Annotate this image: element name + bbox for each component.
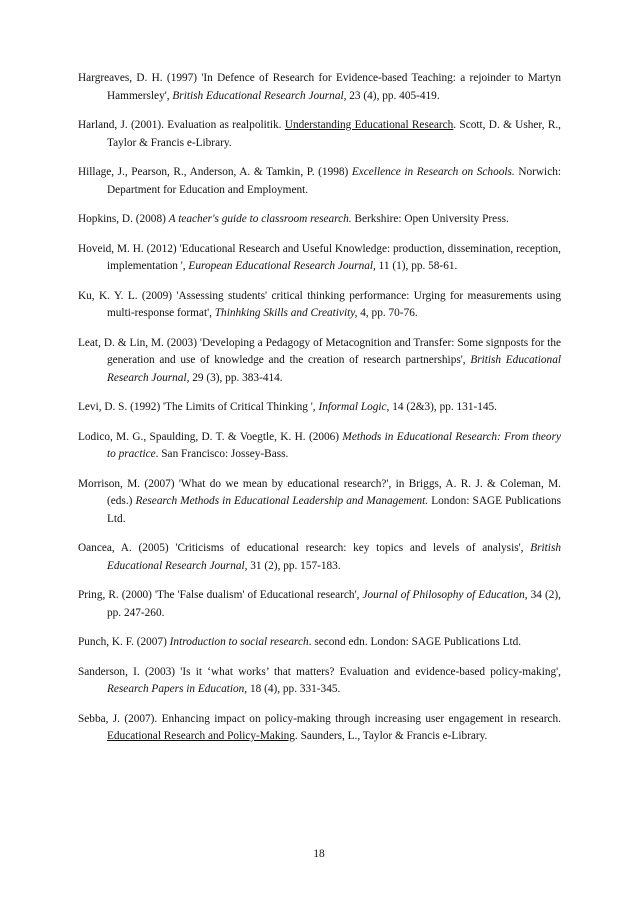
reference-text: 18 (4), pp. 331-345. [247, 683, 341, 695]
reference-text: . Saunders, L., Taylor & Francis e-Library. [294, 730, 488, 742]
reference-source-title: Research Papers in Education, [107, 683, 248, 695]
reference-entry [78, 288, 561, 323]
reference-text: London: SAGE Publications Ltd. [107, 495, 561, 525]
reference-source-title: British Educational Research Journal, [107, 542, 561, 572]
reference-source-title: Excellence in Research on Schools. [351, 166, 515, 178]
reference-source-title: British Educational Research Journal, [107, 354, 561, 384]
reference-entry [78, 164, 561, 199]
reference-text: Norwich: Department for Education and Employment. [107, 166, 561, 196]
reference-entry [78, 117, 561, 152]
reference-text: Oancea, A. (2005) 'Criticisms of educational research: key topics and levels of analysis', [78, 542, 531, 554]
reference-text: Pring, R. (2000) 'The 'False dualism' of Educational research', [78, 589, 363, 601]
reference-text: . San Francisco: Jossey-Bass. [155, 448, 289, 460]
reference-text: Harland, J. (2001). Evaluation as realpolitik. [78, 119, 285, 131]
reference-text: Levi, D. S. (1992) 'The Limits of Critical Thinking ', [78, 401, 319, 413]
reference-source-title: A teacher's guide to classroom research. [168, 213, 352, 225]
reference-entry [78, 476, 561, 529]
page-number: 18 [313, 848, 325, 860]
reference-text: Hargreaves, D. H. (1997) 'In Defence of Research for Evidence-based Teaching: a rejoinder to Martyn Hammersley', [78, 72, 561, 102]
reference-text: Hoveid, M. H. (2012) 'Educational Research and Useful Knowledge: production, dissemination, reception, implementation ', [78, 242, 561, 272]
reference-entry [78, 241, 561, 276]
reference-entry [78, 429, 561, 464]
reference-text: 23 (4), pp. 405-419. [346, 89, 440, 102]
reference-source-title: Thinhking Skills and Creativity, [214, 307, 358, 319]
reference-source-title: British Educational Research Journal, [172, 89, 347, 102]
reference-entry [78, 587, 561, 622]
reference-entry [78, 211, 561, 229]
reference-source-title: Journal of Philosophy of Education [362, 589, 525, 601]
reference-entry [78, 634, 561, 652]
reference-entry [78, 540, 561, 575]
reference-text: Punch, K. F. (2007) [78, 636, 170, 648]
reference-text: 31 (2), pp. 157-183. [247, 559, 341, 572]
reference-source-title: Introduction to social research [169, 636, 309, 648]
reference-book-title: Understanding Educational Research [284, 119, 454, 131]
reference-entry [78, 399, 561, 417]
reference-text: Ku, K. Y. L. (2009) 'Assessing students' critical thinking performance: Urging for measurements using multi-response format', [78, 289, 561, 319]
reference-text: Leat, D. & Lin, M. (2003) 'Developing a Pedagogy of Metacognition and Transfer: Some signposts for the generation and use of knowledge and the creation of research partnerships', [78, 336, 561, 366]
reference-text: . Scott, D. & Usher, R., Taylor & Francis e-Library. [107, 119, 562, 149]
reference-source-title: Research Methods in Educational Leadership and Management. [135, 495, 429, 507]
reference-text: 11 (1), pp. 58-61. [375, 260, 458, 272]
reference-text: Sanderson, I. (2003) 'Is it ‘what works’ that matters? Evaluation and evidence-based policy-making', [78, 665, 561, 678]
reference-source-title: European Educational Research Journal, [188, 260, 376, 272]
reference-source-title: Methods in Educational Research: From theory to practice [107, 430, 561, 460]
reference-list [78, 70, 561, 758]
reference-entry [78, 70, 561, 105]
reference-entry [78, 664, 561, 699]
reference-text: Hillage, J., Pearson, R., Anderson, A. & Tamkin, P. (1998) [78, 166, 352, 178]
reference-entry [78, 711, 561, 746]
reference-source-title: Informal Logic, [318, 401, 390, 413]
reference-entry [78, 335, 561, 388]
reference-text: . second edn. London: SAGE Publications Ltd. [308, 636, 522, 648]
reference-text: 14 (2&3), pp. 131-145. [389, 401, 497, 413]
reference-text: 29 (3), pp. 383-414. [189, 371, 283, 384]
reference-text: , 34 (2), pp. 247-260. [107, 589, 561, 619]
reference-text: Hopkins, D. (2008) [78, 213, 169, 225]
reference-text: 4, pp. 70-76. [357, 307, 418, 319]
reference-book-title: Educational Research and Policy-Making [107, 730, 295, 742]
reference-text: Berkshire: Open University Press. [351, 213, 509, 225]
reference-text: Lodico, M. G., Spaulding, D. T. & Voegtle, K. H. (2006) [78, 430, 343, 443]
reference-text: Morrison, M. (2007) 'What do we mean by educational research?', in Briggs, A. R. J. & Coleman, M. (eds.) [78, 477, 561, 507]
reference-text: Sebba, J. (2007). Enhancing impact on policy-making through increasing user engagement in research. [78, 712, 561, 725]
